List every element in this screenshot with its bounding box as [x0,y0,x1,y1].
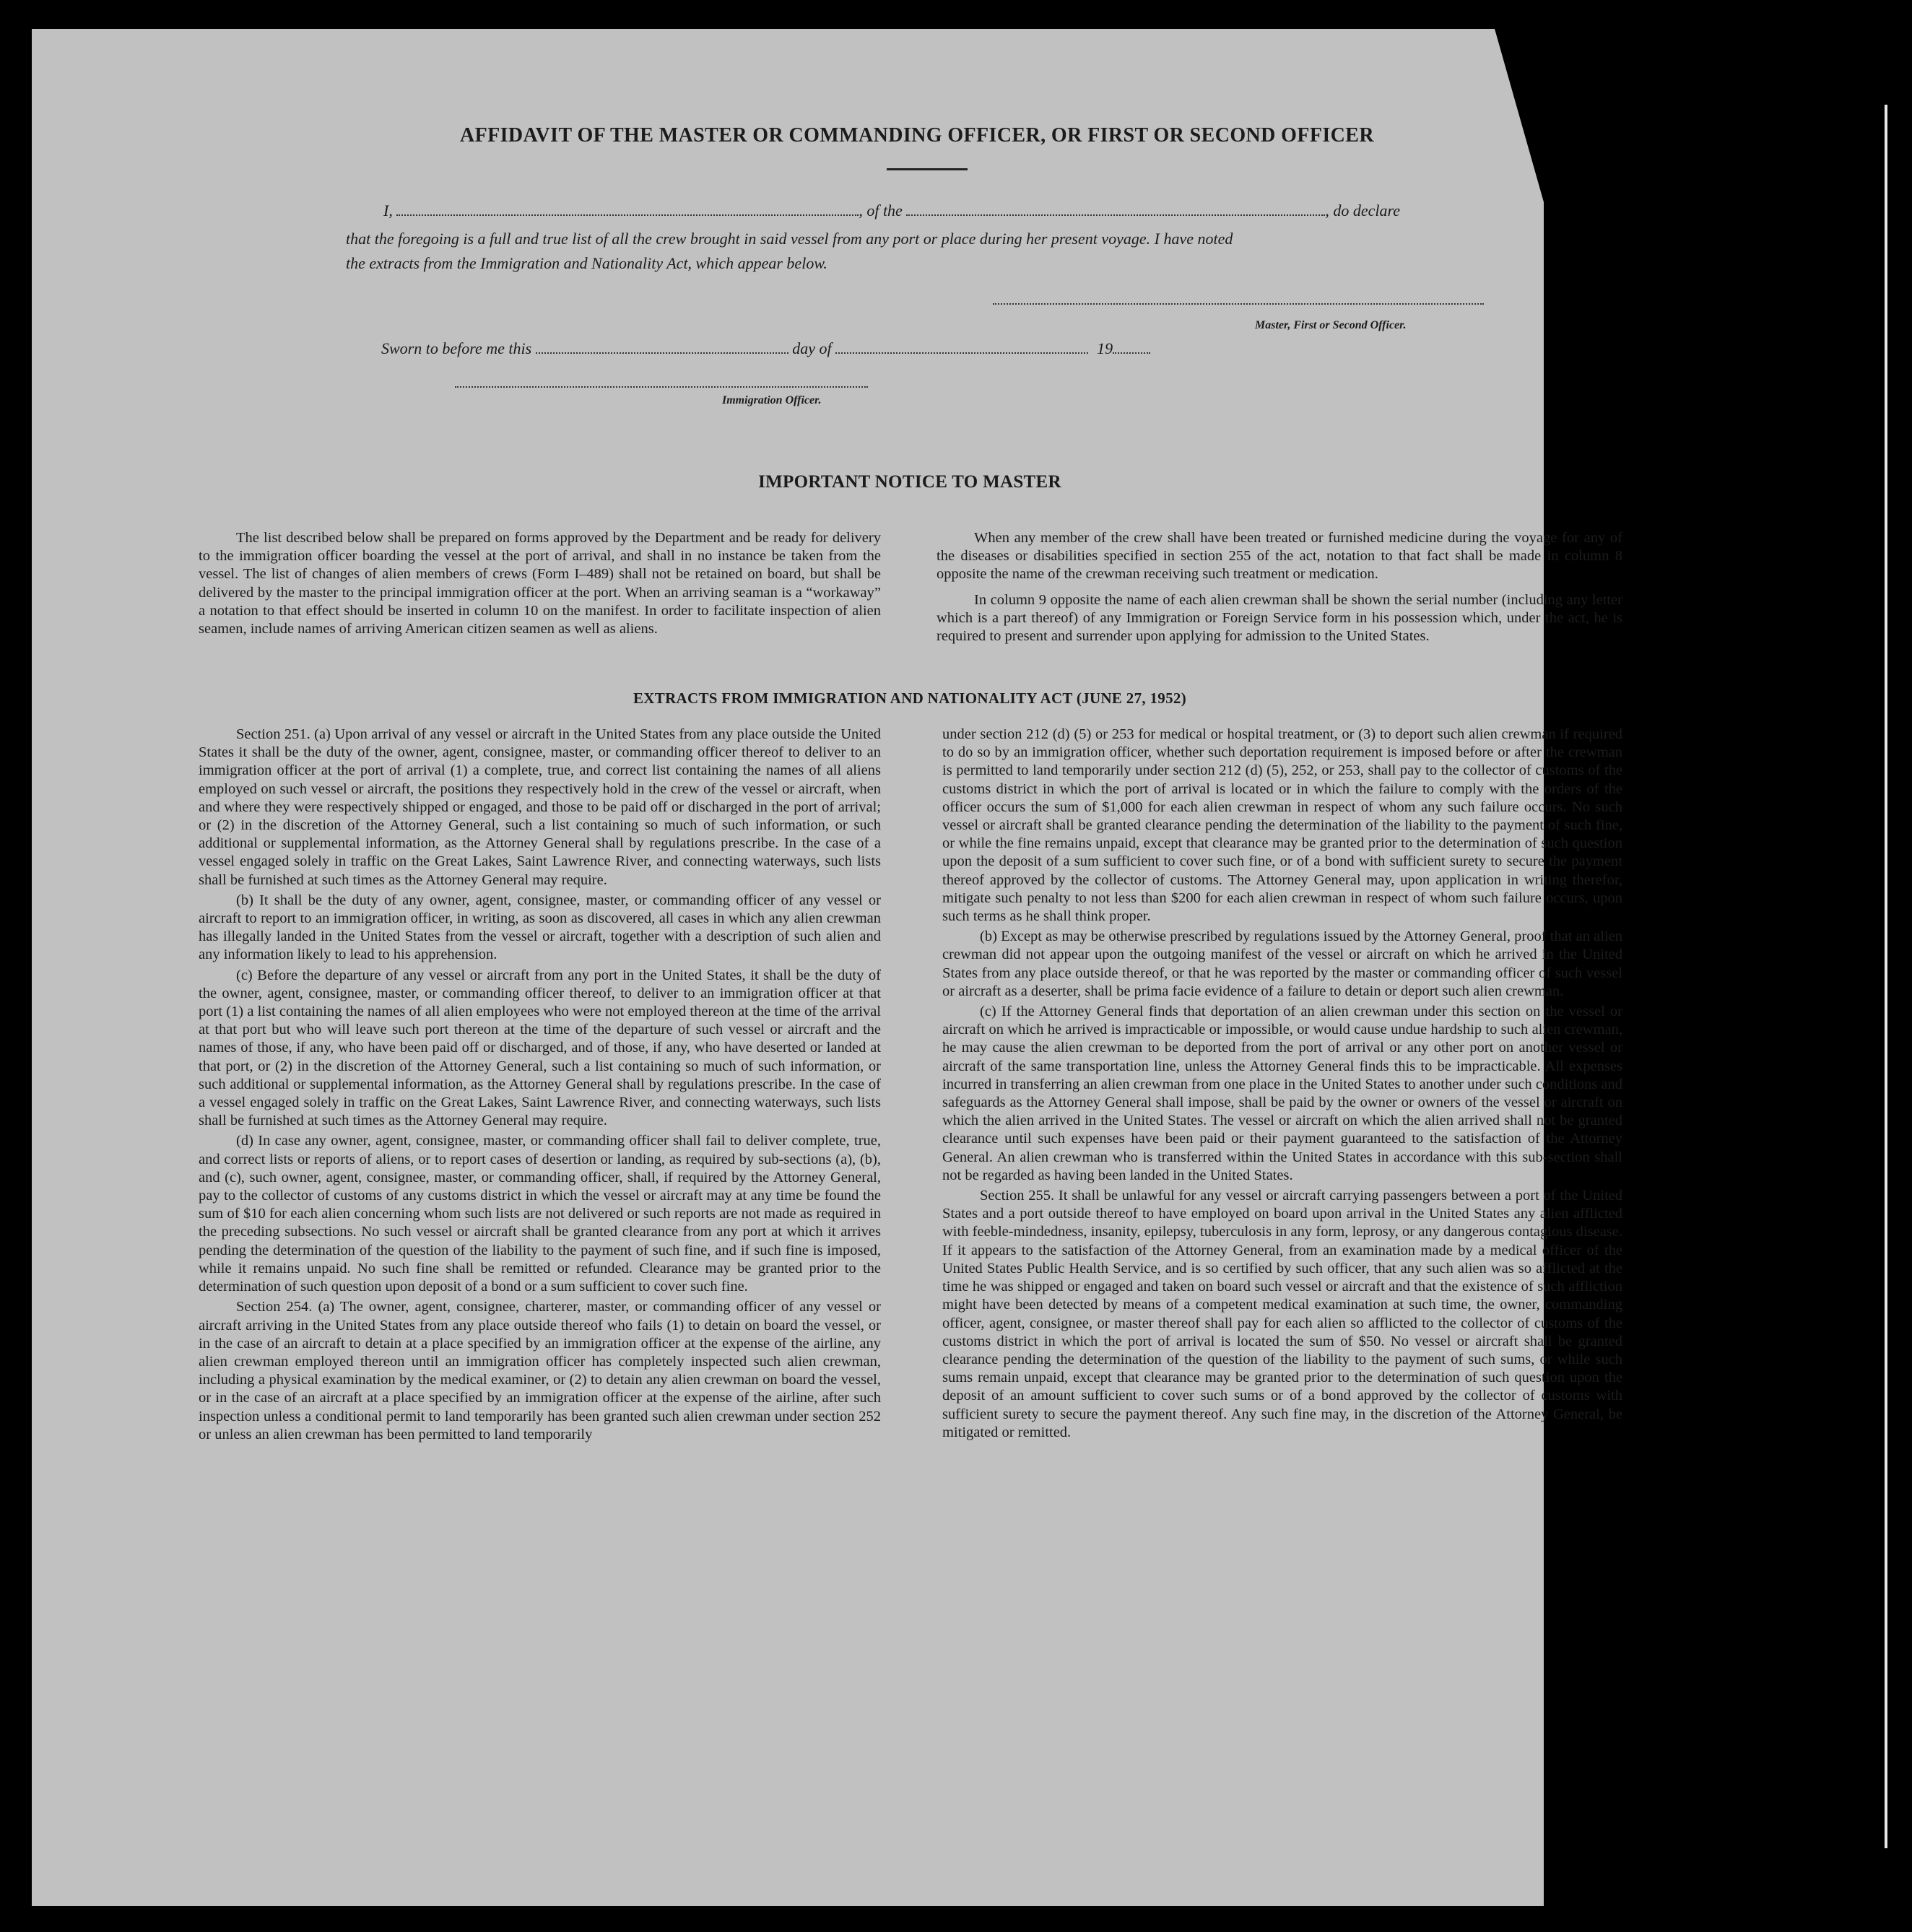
declarant-name-field[interactable] [396,203,859,216]
sworn-line [381,339,1248,358]
notice-right-column [937,529,1622,645]
notice-paragraph: The list described below shall be prepared on forms approved by the Department and be ready for delivery to the immigration officer boarding the vessel at the port of arrival, and shall in no instance be taken from the vessel. The list of changes of alien members of crews (Form I–489) shall not be retained on board, but shall be delivered by the master to the principal immigration officer at the port. When an arriving seaman is a “workaway” a notation to that effect should be inserted in column 10 on the manifest. In order to facilitate inspection of alien seamen, include names of arriving American citizen seamen as well as aliens. [199,530,881,638]
act-paragraph: Section 254. (a) The owner, agent, consignee, charterer, master, or commanding officer of any vessel or aircraft arriving in the United States from any place outside thereof who fails (1) to detain on board the vessel, or in the case of an aircraft to detain at a place specified by an immigration officer at the expense of the airline, any alien crewman employed thereon until an immigration officer has completely inspected such alien crewman, including a physical examination by the medical examiner, or (2) to detain any alien crewman on board the vessel, or in the case of an aircraft at a place specified by an immigration officer at the expense of the airline, after such inspection unless a conditional permit to land temporarily has been granted such alien crewman under section 252 or unless an alien crewman has been permitted to land temporarily [199,1299,881,1443]
act-paragraph: (b) It shall be the duty of any owner, agent, consignee, master, or commanding officer of any vessel or aircraft to report to an immigration officer, in writing, as soon as discovered, all cases in which any alien crewman has illegally landed in the United States from the vessel or aircraft, together with a description of such alien and any information likely to lead to his apprehension. [199,892,881,963]
punch-hole [1713,197,1745,229]
punch-hole [1713,295,1745,326]
punch-hole [1713,1720,1745,1752]
notice-title: IMPORTANT NOTICE TO MASTER [758,472,1061,492]
act-paragraph: (b) Except as may be otherwise prescribed by regulations issued by the Attorney General, proof that an alien crewman did not appear upon the outgoing manifest of the vessel or aircraft on which he arrived in the United States from any place outside thereof, or that he was reported by the master or commanding officer of such vessel or aircraft as a deserter, shall be prima facie evidence of a failure to detain or deport such alien crewman. [942,928,1622,999]
punch-hole [1713,1757,1745,1789]
act-paragraph: (d) In case any owner, agent, consignee, master, or commanding officer shall fail to deliver complete, true, and correct lists or reports of aliens, or to report cases of desertion or landing, as required by sub-sections (a), (b), and (c), such owner, agent, consignee, master, or commanding officer, shall, if required by the Attorney General, pay to the collector of customs of any customs district in which the vessel or aircraft may at any time be found the sum of $10 for each alien concerning whom such lists are not delivered or such reports are not made as required in the preceding subsections. No such vessel or aircraft shall be granted clearance from any port at which it arrives pending the determination of the question of the liability to the payment of such fine, and if such fine is imposed, while it remains unpaid. No such fine shall be remitted or refunded. Clearance may be granted prior to the determination of such question upon deposit of a bond or a sum sufficient to cover such fine. [199,1133,881,1295]
torn-corner [1495,29,1544,202]
statement-line-1: that the foregoing is a full and true list of all the crew brought in said vessel from any port or place during her present voyage. I have noted [346,230,1233,248]
vessel-name-field[interactable] [906,203,1325,216]
punch-hole [1713,592,1745,624]
master-signature-label: Master, First or Second Officer. [1255,319,1407,331]
act-paragraph: Section 255. It shall be unlawful for any vessel or aircraft carrying passengers between a port of the United States and a port outside thereof to have employed on board upon arrival in the United States any alien afflicted with feeble-mindedness, insanity, epilepsy, tuberculosis in any form, leprosy, or any dangerous contagious disease. If it appears to the satisfaction of the Attorney General, from an examination made by a medical officer of the United States Public Health Service, and is so certified by such officer, that any such alien was so afflicted at the time he was shipped or engaged and taken on board such vessel or aircraft and that the existence of such affliction might have been detected by means of a competent medical examination at such time, the owner, commanding officer, agent, consignee, or master thereof shall pay for each alien so afflicted to the collector of customs of the customs district in which the port of arrival is located the sum of $50. No vessel or aircraft shall be granted clearance pending the determination of the question of the liability to the payment of such sums, or while such sums remain unpaid, except that clearance may be granted prior to the determination of such question upon the deposit of an amount sufficient to cover such sums or of a bond approved by the collector of customs with sufficient surety to secure the payment thereof. Any such fine may, in the discretion of the Attorney General, be mitigated or remitted. [942,1188,1622,1440]
extracts-title: EXTRACTS FROM IMMIGRATION AND NATIONALITY ACT (JUNE 27, 1952) [633,689,1186,707]
sworn-label: Sworn to before me this [381,339,532,357]
sworn-month-field[interactable] [835,341,1088,354]
do-declare-label: , do declare [1325,201,1400,219]
statement-line-2: the extracts from the Immigration and Nationality Act, which appear below. [346,254,827,272]
punch-hole [1713,689,1745,721]
act-paragraph: (c) Before the departure of any vessel or aircraft from any port in the United States, it shall be the duty of the owner, agent, consignee, master, or commanding officer thereof, to deliver to an immigration officer at that port (1) a list containing the names of all alien employees who were not employed thereon at the time of the arrival at that port but who will leave such port thereon at the time of the departure of such vessel or aircraft and the names of those, if any, who have been paid off or discharged, and of those, if any, who have deserted or landed at that port, or (2) in the discretion of the Attorney General, such a list containing so much of such information, or such additional or supplemental information, as the Attorney General shall by regulations prescribe. In the case of a vessel engaged solely in traffic on the Great Lakes, Saint Lawrence River, and connecting waterways, such lists shall be furnished at such times as the Attorney General may require. [199,967,881,1129]
notice-left-column [199,529,881,638]
year-label: 19 [1097,339,1113,357]
day-of-label: day of [792,339,832,357]
sworn-year-field[interactable] [1113,341,1150,354]
officer-signature-field[interactable] [455,386,868,388]
declaration-line [383,201,1488,220]
extracts-right-column [942,726,1622,1442]
extracts-left-column [199,726,881,1444]
notice-paragraph: When any member of the crew shall have been treated or furnished medicine during the voyage for any of the diseases or disabilities specified in section 255 of the act, notation to that fact shall be made in column 8 opposite the name of the crewman receiving such treatment or medication. [937,530,1622,583]
punch-hole [1713,1222,1745,1253]
binding-edge [1885,105,1887,1848]
master-signature-field[interactable] [993,303,1484,305]
officer-signature-label: Immigration Officer. [722,394,822,406]
of-the-label: , of the [859,201,903,219]
act-paragraph: under section 212 (d) (5) or 253 for medical or hospital treatment, or (3) to deport such alien crewman if required to do so by an immigration officer, whether such deportation requirement is imposed before or after the crewman is permitted to land temporarily under section 212 (d) (5), 252, or 253, shall pay to the collector of customs of the customs district in which the port of arrival is located or in which the failure to comply with the orders of the officer occurs the sum of $1,000 for each alien crewman in respect of whom any such failure occurs. No such vessel or aircraft shall be granted clearance pending the determination of the liability to the payment of such fine, or while the fine remains unpaid, except that clearance may be granted prior to the determination of such question upon the deposit of a sum sufficient to cover such fine, or of a bond with sufficient surety to secure the payment thereof approved by the collector of customs. The Attorney General may, upon application in writing therefor, mitigate such penalty to not less than $200 for each alien crewman in respect of whom such failure occurs, upon such terms as he shall think proper. [942,726,1622,925]
punch-hole [1713,1628,1745,1660]
punch-hole [1713,1124,1745,1156]
sworn-day-field[interactable] [536,341,788,354]
act-paragraph: (c) If the Attorney General finds that deportation of an alien crewman under this section on the vessel or aircraft on which he arrived is impracticable or impossible, or would cause undue hardship to such alien crewman, he may cause the alien crewman to be deported from the port of arrival or any other port on another vessel or aircraft of the same transportation line, unless the Attorney General finds this to be impracticable. All expenses incurred in transferring an alien crewman from one place in the United States to another under such conditions and safeguards as the Attorney General shall impose, shall be paid by the owner or owners of the vessel or aircraft on which the alien arrived in the United States. The vessel or aircraft on which the alien arrived shall not be granted clearance until such expenses have been paid or their payment guaranteed to the satisfaction of the Attorney General. An alien crewman who is transferred within the United States in accordance with this sub-section shall not be regarded as having been landed in the United States. [942,1004,1622,1183]
declarant-prefix: I, [383,201,393,219]
affidavit-title: AFFIDAVIT OF THE MASTER OR COMMANDING OFFICER, OR FIRST OR SECOND OFFICER [460,124,1374,147]
act-paragraph: Section 251. (a) Upon arrival of any vessel or aircraft in the United States from any place outside the United States it shall be the duty of the owner, agent, consignee, master, or commanding officer thereof to deliver to an immigration officer at the port of arrival (1) a complete, true, and correct list containing the names of all aliens employed on such vessel or aircraft, the positions they respectively hold in the crew of the vessel or aircraft, when and where they were respectively shipped or engaged, and those to be paid off or discharged in the port of arrival; or (2) in the discretion of the Attorney General, such a list containing so much of such information, or such additional or supplemental information, as the Attorney General shall by regulations prescribe. In the case of a vessel engaged solely in traffic on the Great Lakes, Saint Lawrence River, and connecting waterways, such lists shall be furnished at such times as the Attorney General may require. [199,726,881,888]
notice-paragraph: In column 9 opposite the name of each alien crewman shall be shown the serial number (including any letter which is a part thereof) of any Immigration or Foreign Service form in his possession which, under the act, he is required to present and surrender upon applying for admission to the United States. [937,591,1622,645]
title-divider [887,168,968,170]
